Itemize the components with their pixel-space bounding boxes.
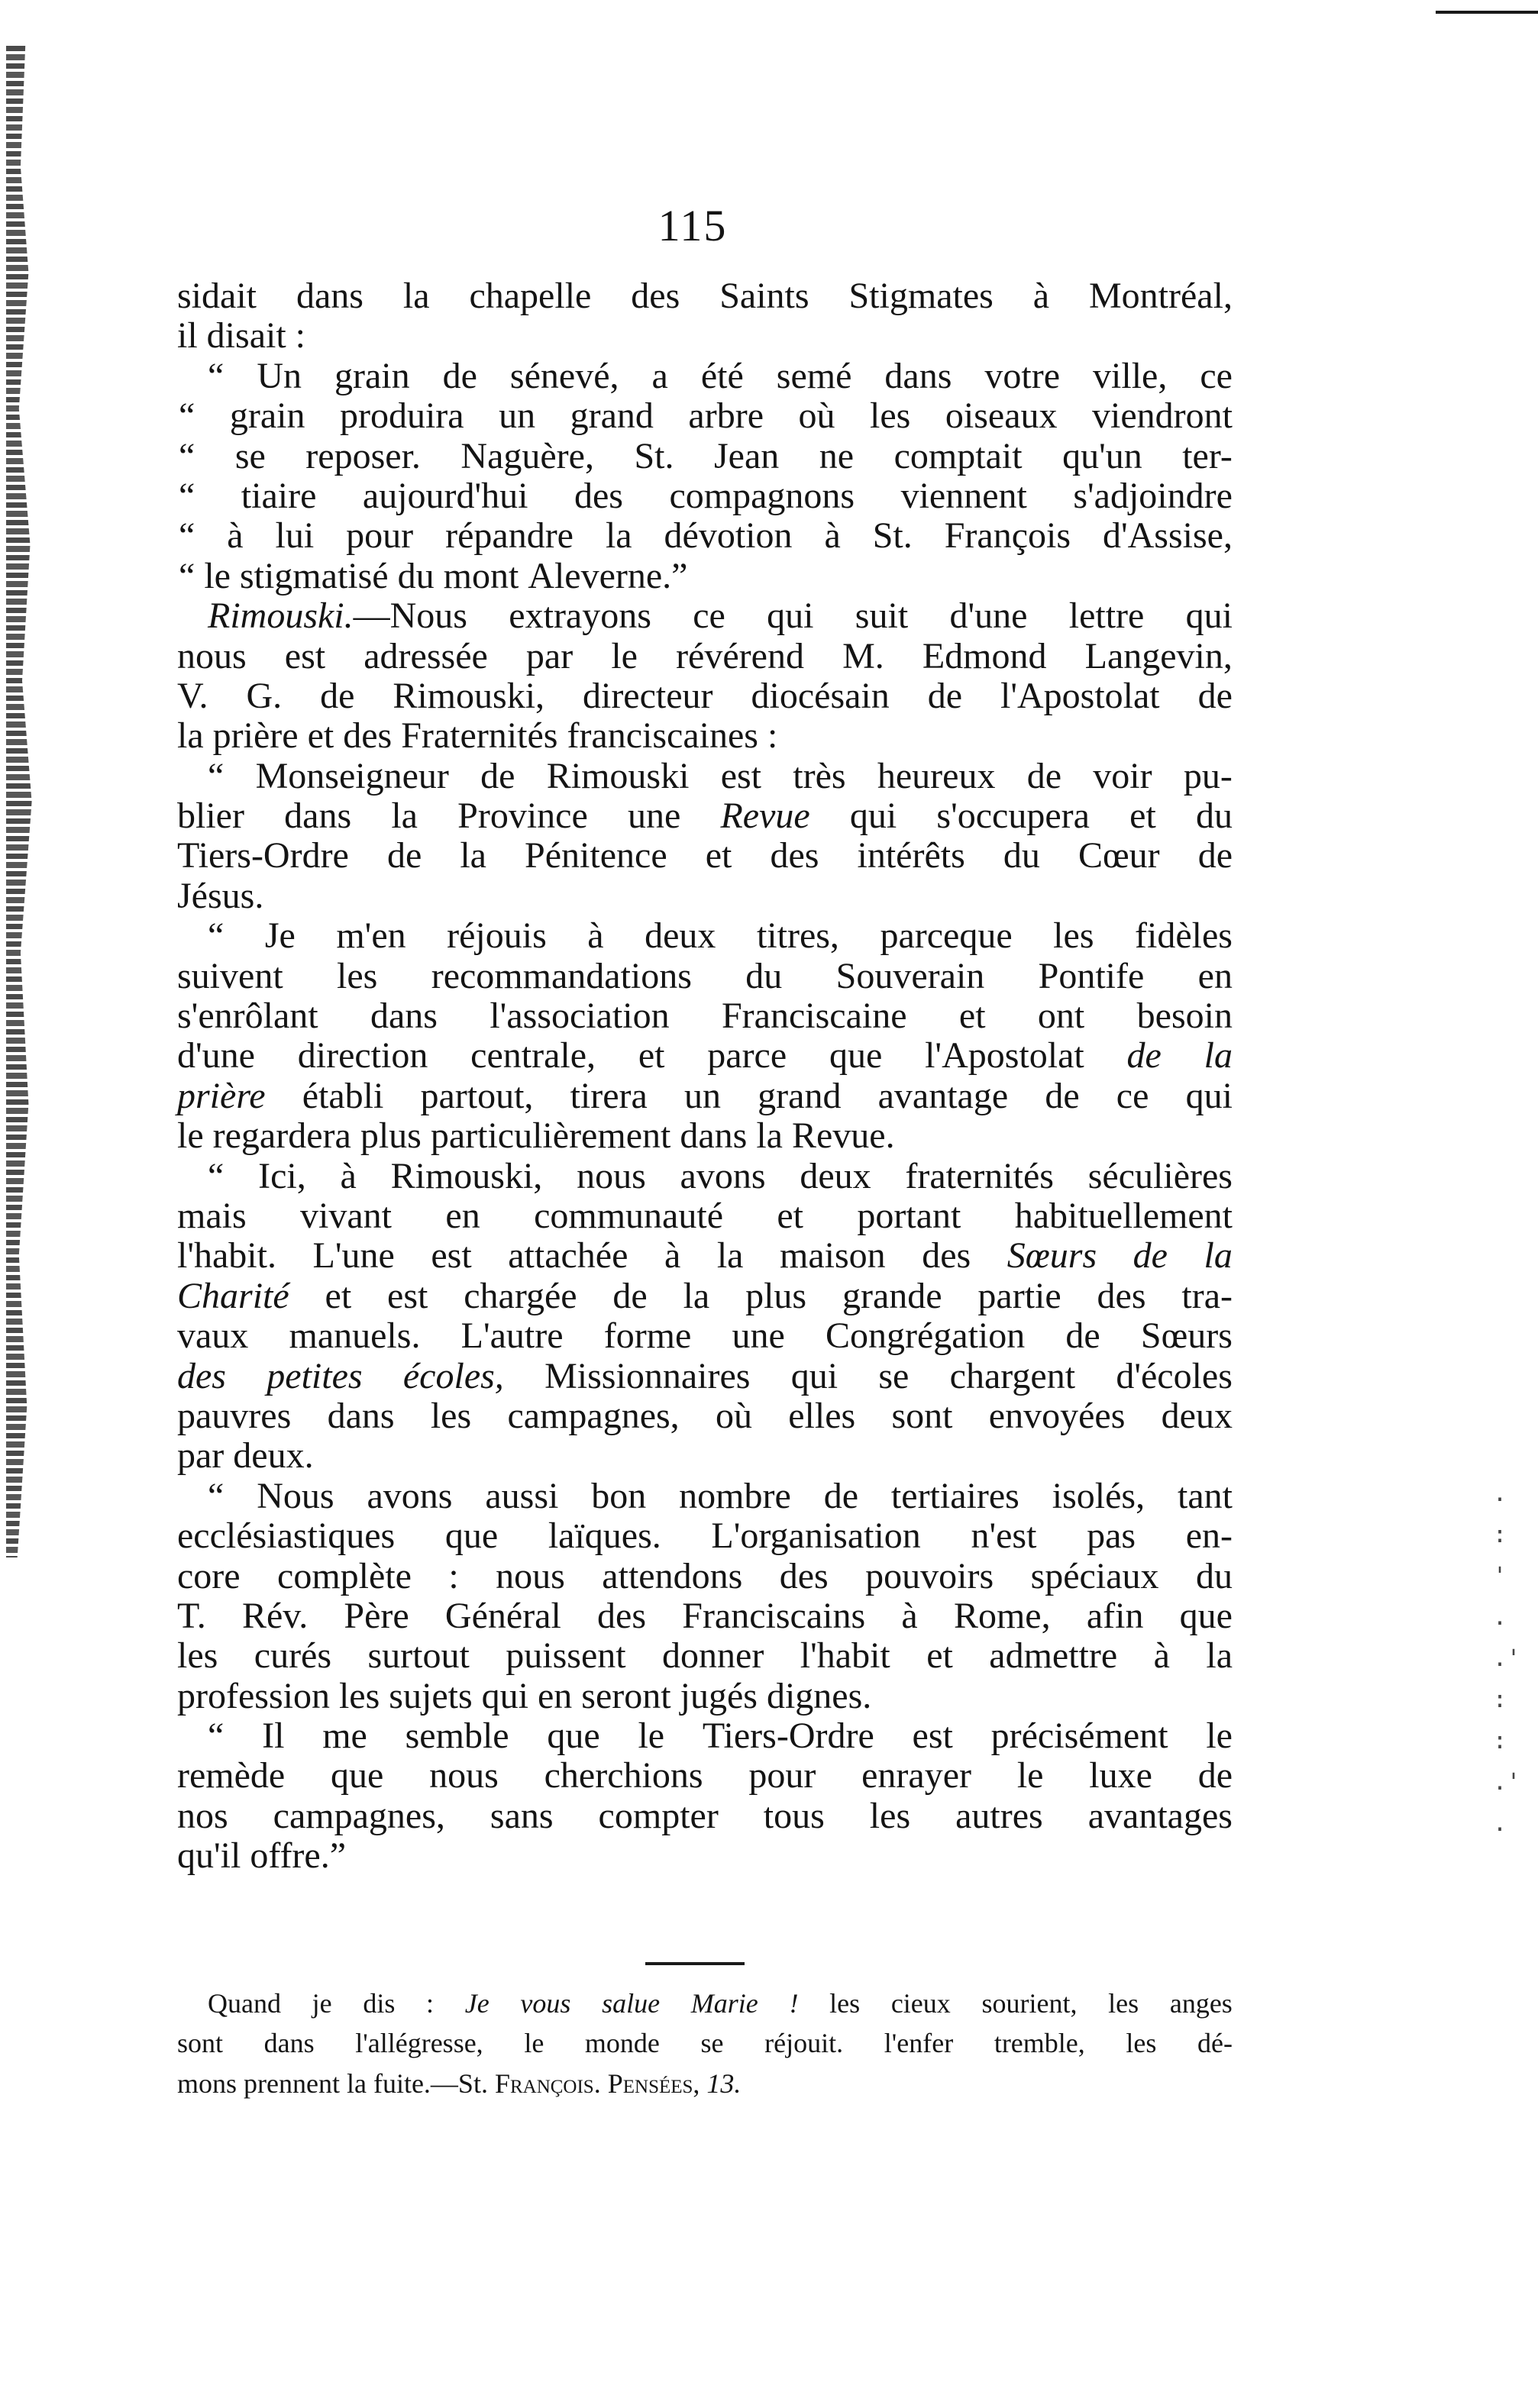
text-line: ecclésiastiques que laïques. L'organisation n'est pas en-	[177, 1515, 1233, 1557]
text-line: “ Un grain de sénevé, a été semé dans votre ville, ce	[208, 355, 1233, 396]
text-line: sidait dans la chapelle des Saints Stigmates à Montréal,	[177, 276, 1233, 316]
text-line: “ se reposer. Naguère, St. Jean ne comptait qu'un ter-	[179, 435, 1233, 476]
text-line: “ le stigmatisé du mont Aleverne.”	[179, 555, 688, 596]
text-line: “ Je m'en réjouis à deux titres, parceque les fidèles	[208, 915, 1233, 957]
footnote-line: sont dans l'allégresse, le monde se réjouit. l'enfer tremble, les dé-	[177, 2028, 1233, 2059]
text-line: suivent les recommandations du Souverain Pontife en	[177, 955, 1233, 996]
text-line: il disait :	[177, 315, 306, 357]
text-line: nous est adressée par le révérend M. Edmond Langevin,	[177, 635, 1233, 676]
footnote	[177, 1987, 1233, 2106]
text-line: l'habit. L'une est attachée à la maison des Sœurs de la	[177, 1235, 1233, 1277]
text-line: vaux manuels. L'autre forme une Congrégation de Sœurs	[177, 1315, 1233, 1357]
text-line: le regardera plus particulièrement dans la Revue.	[177, 1115, 895, 1157]
text-line: nos campagnes, sans compter tous les autres avantages	[177, 1795, 1233, 1836]
text-line: des petites écoles, Missionnaires qui se chargent d'écoles	[177, 1355, 1233, 1396]
text-line: par deux.	[177, 1435, 314, 1477]
text-line: les curés surtout puissent donner l'habit et admettre à la	[177, 1635, 1233, 1677]
text-line: Charité et est chargée de la plus grande partie des tra-	[177, 1275, 1233, 1316]
text-line: Jésus.	[177, 875, 264, 916]
text-line: blier dans la Province une Revue qui s'occupera et du	[177, 796, 1233, 837]
text-line: T. Rév. Père Général des Franciscains à Rome, afin que	[177, 1595, 1233, 1636]
text-line: remède que nous cherchions pour enrayer le luxe de	[177, 1755, 1233, 1796]
scanned-binding-edge	[6, 46, 38, 1557]
text-line: pauvres dans les campagnes, où elles sont envoyées deux	[177, 1395, 1233, 1436]
top-corner-rule	[1436, 11, 1538, 14]
text-line: core complète : nous attendons des pouvoirs spéciaux du	[177, 1555, 1233, 1596]
text-line: qu'il offre.”	[177, 1835, 347, 1877]
text-line: s'enrôlant dans l'association Franciscaine et ont besoin	[177, 996, 1233, 1037]
text-line: “ Monseigneur de Rimouski est très heureux de voir pu-	[208, 755, 1233, 796]
text-line: d'une direction centrale, et parce que l'Apostolat de la	[177, 1035, 1233, 1076]
body-text	[177, 276, 1233, 1877]
text-line: profession les sujets qui en seront jugés dignes.	[177, 1675, 872, 1716]
text-line: “ Nous avons aussi bon nombre de tertiaires isolés, tant	[208, 1475, 1233, 1516]
text-line: “ à lui pour répandre la dévotion à St. François d'Assise,	[179, 515, 1233, 557]
footnote-separator-rule	[645, 1962, 745, 1965]
footnote-line: Quand je dis : Je vous salue Marie ! les cieux sourient, les anges	[208, 1988, 1233, 2019]
margin-specks: . : ' . .' : : .' .	[1493, 1480, 1521, 1837]
text-line: “ tiaire aujourd'hui des compagnons viennent s'adjoindre	[179, 475, 1233, 516]
text-line: prière établi partout, tirera un grand avantage de ce qui	[177, 1075, 1233, 1116]
text-line: Rimouski.—Nous extrayons ce qui suit d'une lettre qui	[208, 596, 1233, 637]
text-line: “ Ici, à Rimouski, nous avons deux fraternités séculières	[208, 1155, 1233, 1196]
text-line: “ Il me semble que le Tiers-Ordre est précisément le	[208, 1716, 1233, 1757]
text-line: Tiers-Ordre de la Pénitence et des intérêts du Cœur de	[177, 835, 1233, 876]
footnote-line: mons prennent la fuite.—St. François. Pensées, 13.	[177, 2067, 742, 2099]
page-number: 115	[658, 201, 728, 250]
text-line: la prière et des Fraternités franciscaines :	[177, 715, 778, 757]
text-line: V. G. de Rimouski, directeur diocésain de l'Apostolat de	[177, 675, 1233, 716]
text-line: mais vivant en communauté et portant habituellement	[177, 1195, 1233, 1236]
text-line: “ grain produira un grand arbre où les oiseaux viendront	[179, 395, 1233, 437]
